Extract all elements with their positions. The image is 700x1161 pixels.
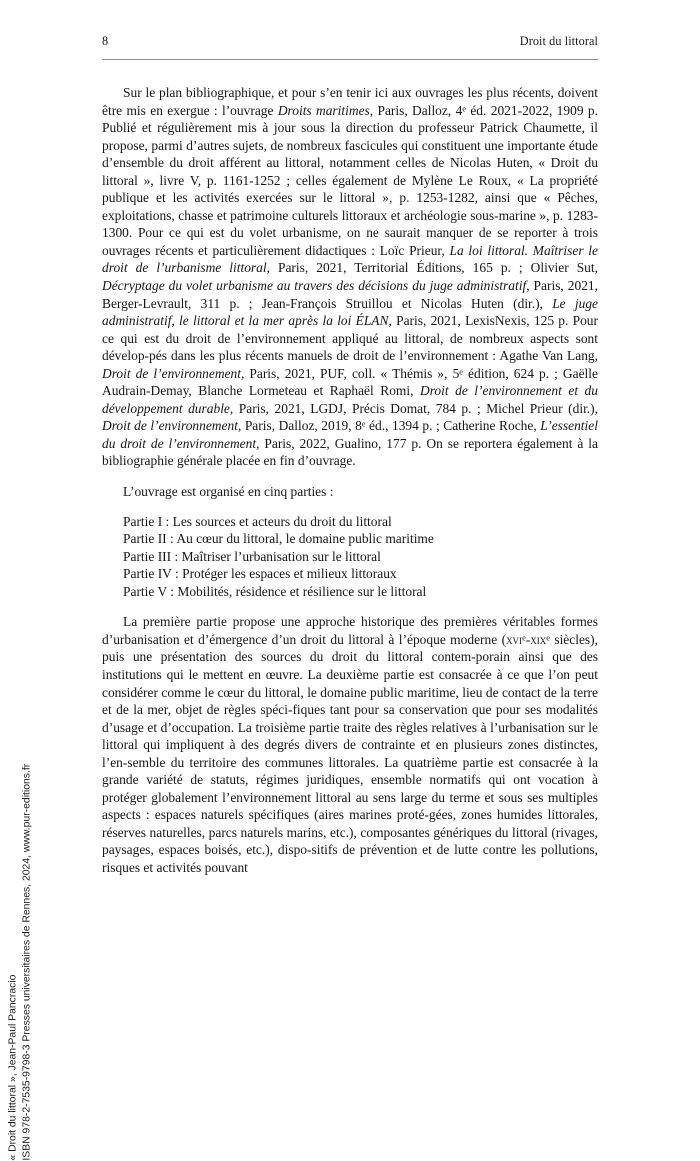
paragraph-bibliography	[102, 84, 598, 470]
text-run: , Paris, 2021, LGDJ, Précis Domat, 784 p. ; Michel Prieur (dir.),	[229, 400, 599, 416]
header-rule	[102, 59, 598, 60]
credit-line-isbn: ISBN 978-2-7535-9798-3 Presses universitaires de Rennes, 2024, www.pur-editions.fr	[21, 763, 32, 1161]
list-item: Partie I : Les sources et acteurs du droit du littoral	[123, 513, 392, 529]
text-run: édition, 624 p. ; Gaëlle Audrain-Demay, Blanche Lormeteau et Raphaël Romi,	[102, 365, 598, 399]
title-droit-environnement-prieur: Droit de l’environnement	[102, 418, 238, 434]
century-smallcaps: xvi	[506, 631, 523, 647]
text-run: , Paris, 2021, LexisNexis, 125 p. Pour ce qui est du droit de l’environnement appliqué au littoral, de nombreux aspects sont dévelop-pés dans les plus récents manuels de droit de l’environnement : Agathe Van Lang,	[102, 313, 598, 364]
margin-copyright-credit	[0, 0, 44, 1161]
list-item: Partie V : Mobilités, résidence et résilience sur le littoral	[123, 583, 427, 599]
paragraph-overview	[102, 613, 598, 876]
text-run: Sur le plan bibliographique, et pour s’en tenir ici aux ouvrages les plus récents, doivent être mis en exergue : l’ouvrage	[102, 85, 598, 118]
title-essentiel-droit-environnement: L’essentiel du droit de l’environnement	[102, 418, 598, 451]
text-run: -	[525, 631, 531, 647]
body-text-column	[102, 84, 598, 877]
parts-list	[102, 513, 598, 601]
text-run: , Paris, Dalloz, 4	[369, 102, 463, 118]
title-decryptage: Décryptage du volet urbanisme au travers des décisions du juge administratif	[102, 278, 527, 294]
paragraph-lead-in: L’ouvrage est organisé en cinq parties :	[123, 484, 334, 500]
text-run: , Paris, Dalloz, 2019, 8	[237, 418, 362, 434]
century-smallcaps: xix	[530, 631, 547, 647]
ordinal-superscript: e	[522, 633, 526, 643]
list-item: Partie IV : Protéger les espaces et milieux littoraux	[123, 566, 397, 582]
title-la-loi-littoral: La loi littoral. Maîtriser le droit de l’urbanisme littoral	[102, 242, 598, 276]
running-title: Droit du littoral	[519, 34, 598, 48]
list-item: Partie II : Au cœur du littoral, le domaine public maritime	[123, 531, 434, 547]
text-run: , Paris, 2021, Territorial Éditions, 165 p. ; Olivier Sut,	[266, 260, 598, 276]
title-droit-environnement-durable: Droit de l’environnement et du développement durable	[102, 383, 598, 416]
text-run: éd. 2021-2022, 1909 p. Publié et régulièrement mis à jour sous la direction du professeur Patrick Chaumette, il propose, parmi d’autres sujets, de nombreux fascicules qui constituent une importante étude d’ensemble du droit afférent au littoral, notamment celles de Nicolas Huten, « Droit du littoral », livre V, p. 1161-1252 ; celles également de Mylène Le Roux, « La propriété publique et les activités exercées sur le littoral », p. 1253-1282, ainsi que « Pêches, exploitations, chasse et patrimoine culturels littoraux et archéologie sous-marine », p. 1283-1300. Pour ce qui est du volet urbanisme, on ne saurait manquer de se reporter à trois ouvrages récents et particulièrement didactiques : Loïc Prieur,	[102, 102, 598, 258]
text-run: La première partie propose une approche historique des premières véritables formes d’urbanisation et d’émergence d’un droit du littoral à l’époque moderne (	[102, 614, 598, 647]
text-run: siècles), puis une présentation des sources du droit du littoral contem-porain ainsi que des institutions qui le mettent en œuvre. La deuxième partie est consacrée à ce que l’on peut considérer comme le cœur du littoral, le domaine public maritime, lieu de contact de la terre et de la mer, objet de règles spéci-fiques tant pour sa conservation que pour ses modalités d’usage et d’occupation. La troisième partie traite des règles relatives à l’urbanisation sur le littoral qui impliquent à des degrés divers de contrainte et en plusieurs zones distinctes, l’en-semble du territoire des communes littorales. La quatrième partie est consacrée à la grande variété de statuts, régimes juridiques, ensemble normatifs qui ont vocation à protéger globalement l’environnement littoral au sens large du terme et sous ses multiples aspects : espaces naturels spécifiques (aires marines proté-gées, zones humides littorales, réserves naturelles, parcs naturels marins, etc.), composantes génériques du littoral (rivages, paysages, espaces boisés, etc.), dispo-sitifs de prévention et de lutte contre les pollutions, risques et activités pouvant	[102, 631, 598, 875]
list-item: Partie III : Maîtriser l’urbanisation sur le littoral	[123, 548, 381, 564]
text-run: éd., 1394 p. ; Catherine Roche,	[365, 418, 541, 434]
text-run: , Paris, 2021, Berger-Levrault, 311 p. ; Jean-François Struillou et Nicolas Huten (dir.),	[102, 278, 599, 311]
title-juge-administratif: Le juge administratif, le littoral et la mer après la loi ÉLAN	[102, 295, 598, 329]
ordinal-superscript: e	[361, 419, 366, 429]
ordinal-superscript: e	[459, 367, 463, 377]
text-run: , Paris, 2022, Gualino, 177 p. On se reportera également à la bibliographie générale placée en fin d’ouvrage.	[102, 435, 598, 469]
page-number: 8	[102, 34, 109, 48]
ordinal-superscript: e	[546, 633, 550, 643]
text-run: , Paris, 2021, PUF, coll. « Thémis », 5	[240, 365, 460, 381]
credit-line-title: « Droit du littoral », Jean-Paul Pancracio	[7, 974, 19, 1161]
ordinal-superscript: e	[462, 104, 466, 114]
running-head	[102, 34, 598, 49]
title-droits-maritimes: Droits maritimes	[277, 102, 370, 118]
title-droit-environnement-vanlang: Droit de l’environnement	[102, 365, 241, 381]
